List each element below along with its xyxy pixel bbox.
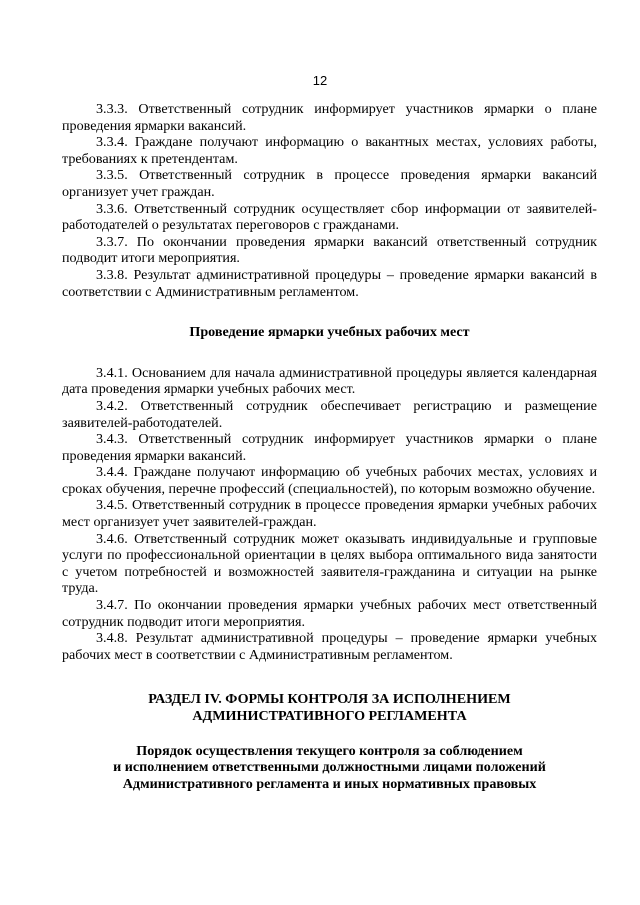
page-number: 12 bbox=[312, 73, 328, 88]
subheading-control-line-2: и исполнением ответственными должностными лицами положений bbox=[113, 759, 546, 776]
paragraph-3-4-2: 3.4.2. Ответственный сотрудник обеспечивает регистрацию и размещение заявителей-работодателей. bbox=[62, 397, 597, 431]
subheading-control-line-3: Административного регламента и иных нормативных правовых bbox=[122, 775, 537, 792]
section-heading bbox=[62, 691, 597, 724]
paragraph-3-4-8: 3.4.8. Результат административной процедуры – проведение ярмарки учебных рабочих мест в соответствии с Административным регламентом. bbox=[62, 630, 597, 663]
paragraph-3-4-6: 3.4.6. Ответственный сотрудник может оказывать индивидуальные и групповые услуги по профессиональной ориентации в целях выбора оптимального вида занятости с учетом потребностей и возможностей заявителя-гражданина и ситуации на рынке труда. bbox=[62, 530, 597, 597]
paragraph-3-4-1: 3.4.1. Основанием для начала административной процедуры является календарная дата проведения ярмарки учебных рабочих мест. bbox=[62, 364, 597, 398]
subheading-control bbox=[62, 743, 597, 793]
section-heading-line-2: АДМИНИСТРАТИВНОГО РЕГЛАМЕНТА bbox=[192, 708, 467, 724]
paragraph-3-3-8: 3.3.8. Результат административной процедуры – проведение ярмарки вакансий в соответствии с Административным регламентом. bbox=[62, 266, 597, 300]
paragraph-3-3-5: 3.3.5. Ответственный сотрудник в процессе проведения ярмарки вакансий организует учет граждан. bbox=[62, 167, 597, 200]
document-body bbox=[62, 101, 597, 792]
paragraph-3-3-6: 3.3.6. Ответственный сотрудник осуществляет сбор информации от заявителей-работодателей о результатах переговоров с гражданами. bbox=[62, 200, 597, 234]
section-heading-line-1: РАЗДЕЛ IV. ФОРМЫ КОНТРОЛЯ ЗА ИСПОЛНЕНИЕМ bbox=[148, 691, 511, 708]
paragraph-3-4-5: 3.4.5. Ответственный сотрудник в процессе проведения ярмарки учебных рабочих мест организует учет заявителей-граждан. bbox=[62, 497, 597, 531]
paragraph-3-3-3: 3.3.3. Ответственный сотрудник информирует участников ярмарки о плане проведения ярмарки вакансий. bbox=[62, 101, 597, 134]
subheading-control-line-1: Порядок осуществления текущего контроля за соблюдением bbox=[136, 742, 523, 759]
paragraph-3-3-4: 3.3.4. Граждане получают информацию о вакантных местах, условиях работы, требованиях к претендентам. bbox=[62, 134, 597, 167]
paragraph-3-3-7: 3.3.7. По окончании проведения ярмарки вакансий ответственный сотрудник подводит итоги мероприятия. bbox=[62, 233, 597, 267]
paragraph-3-4-7: 3.4.7. По окончании проведения ярмарки учебных рабочих мест ответственный сотрудник подводит итоги мероприятия. bbox=[62, 597, 597, 630]
paragraph-3-4-4: 3.4.4. Граждане получают информацию об учебных рабочих местах, условиях и сроках обучения, перечне профессий (специальностей), по которым возможно обучение. bbox=[62, 464, 597, 497]
subheading-job-fair: Проведение ярмарки учебных рабочих мест bbox=[189, 324, 470, 341]
paragraph-3-4-3: 3.4.3. Ответственный сотрудник информирует участников ярмарки о плане проведения ярмарки вакансий. bbox=[62, 431, 597, 464]
